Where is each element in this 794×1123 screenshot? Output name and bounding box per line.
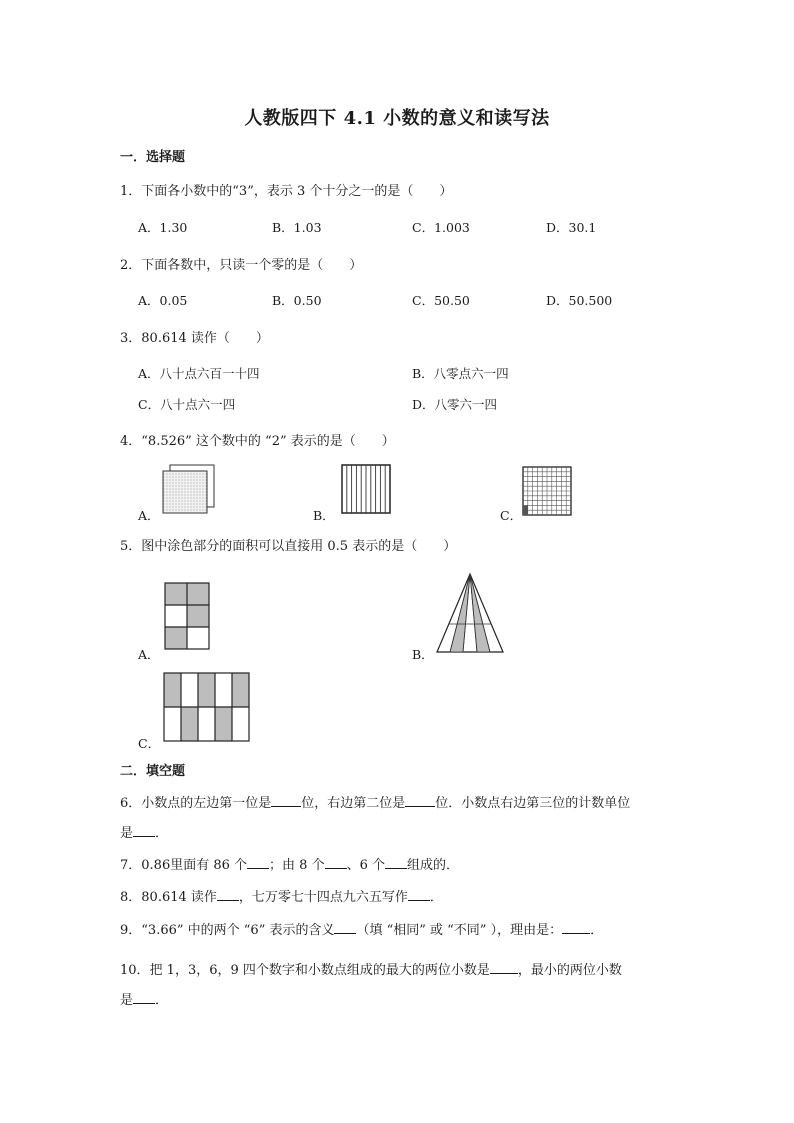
q4-option-b[interactable]: B．: [313, 508, 335, 523]
q8-text-1: 8．80.614 读作: [120, 890, 217, 905]
question-6-line-1: [120, 792, 630, 811]
question-9: [120, 919, 603, 938]
section-heading-fill: 二．填空题: [120, 764, 186, 779]
q2-option-c[interactable]: C．50.50: [412, 293, 470, 308]
q2-option-d[interactable]: D．50.500: [546, 293, 613, 308]
section-heading-choice: 一．选择题: [120, 150, 186, 165]
q9-text-1: 9．“3.66” 中的两个 “6” 表示的含义: [120, 923, 335, 938]
question-10-line-1: [120, 959, 622, 978]
page-title: 人教版四下 4.1 小数的意义和读写法: [244, 108, 550, 129]
q7-blank-3[interactable]: [385, 856, 407, 869]
q7-text-2: ；由 8 个: [269, 858, 325, 873]
q8-blank-1[interactable]: [217, 888, 239, 901]
q9-text-3: ．: [590, 923, 604, 938]
q10-blank-1[interactable]: [490, 961, 518, 974]
question-10-line-2: [120, 989, 168, 1008]
q4-figure-c-hundredths-grid: [522, 466, 572, 516]
q9-text-2: （填 “相同” 或 “不同” ），理由是：: [356, 923, 563, 938]
q5-option-b[interactable]: B．: [412, 647, 434, 662]
q10-text-2: ，最小的两位小数: [517, 963, 622, 978]
q2-option-a[interactable]: A．0.05: [138, 293, 188, 308]
q3-option-d[interactable]: D．八零六一四: [412, 397, 498, 412]
q5-figure-c-grid: [163, 672, 253, 744]
q1-option-a[interactable]: A．1.30: [138, 220, 188, 235]
q7-text-4: 组成的．: [406, 858, 459, 873]
q10-text-4: ．: [155, 993, 169, 1008]
question-5-stem: 5．图中涂色部分的面积可以直接用 0.5 表示的是（ ）: [120, 539, 457, 554]
q6-text-3: 位．小数点右边第三位的计数单位: [435, 796, 631, 811]
q7-text-1: 7．0.86里面有 86 个: [120, 858, 248, 873]
q3-option-b[interactable]: B．八零点六一四: [412, 366, 509, 381]
q7-blank-1[interactable]: [247, 856, 269, 869]
q5-figure-a-grid: [164, 582, 212, 654]
q10-text-1: 10．把 1，3，6，9 四个数字和小数点组成的最大的两位小数是: [120, 963, 490, 978]
q8-text-2: ，七万零七十四点九六五写作: [238, 890, 408, 905]
q5-option-c[interactable]: C．: [138, 736, 161, 751]
q9-blank-1[interactable]: [334, 921, 356, 934]
q4-option-a[interactable]: A．: [138, 508, 160, 523]
q5-figure-b-triangle: [435, 572, 505, 656]
q1-option-b[interactable]: B．1.03: [272, 220, 322, 235]
question-4-stem: 4．“8.526” 这个数中的 “2” 表示的是（ ）: [120, 434, 395, 449]
question-8: [120, 886, 443, 905]
q6-text-5: ．: [155, 826, 169, 841]
q6-blank-1[interactable]: [271, 794, 301, 807]
q2-option-b[interactable]: B．0.50: [272, 293, 322, 308]
q10-text-3: 是: [120, 993, 134, 1008]
question-2-stem: 2．下面各数中，只读一个零的是（ ）: [120, 258, 363, 273]
question-1-stem: 1．下面各小数中的“3”，表示 3 个十分之一的是（ ）: [120, 184, 453, 199]
q6-blank-3[interactable]: [133, 824, 155, 837]
q4-figure-a-unit-squares: [160, 464, 216, 516]
q6-blank-2[interactable]: [405, 794, 435, 807]
question-3-stem: 3．80.614 读作（ ）: [120, 331, 269, 346]
q6-text-2: 位，右边第二位是: [301, 796, 406, 811]
q9-blank-2[interactable]: [562, 921, 590, 934]
q10-blank-2[interactable]: [133, 991, 155, 1004]
q3-option-a[interactable]: A．八十点六百一十四: [138, 366, 260, 381]
q7-blank-2[interactable]: [325, 856, 347, 869]
q1-option-c[interactable]: C．1.003: [412, 220, 470, 235]
q4-option-c[interactable]: C．: [500, 508, 523, 523]
q7-text-3: 、6 个: [346, 858, 385, 873]
q1-option-d[interactable]: D．30.1: [546, 220, 597, 235]
q8-text-3: ．: [429, 890, 443, 905]
question-7: [120, 854, 459, 873]
q5-option-a[interactable]: A．: [138, 647, 160, 662]
q6-text-1: 6．小数点的左边第一位是: [120, 796, 272, 811]
q8-blank-2[interactable]: [408, 888, 430, 901]
q3-option-c[interactable]: C．八十点六一四: [138, 397, 236, 412]
question-6-line-2: [120, 822, 168, 841]
q4-figure-b-tenths-grid: [341, 464, 391, 514]
q6-text-4: 是: [120, 826, 134, 841]
